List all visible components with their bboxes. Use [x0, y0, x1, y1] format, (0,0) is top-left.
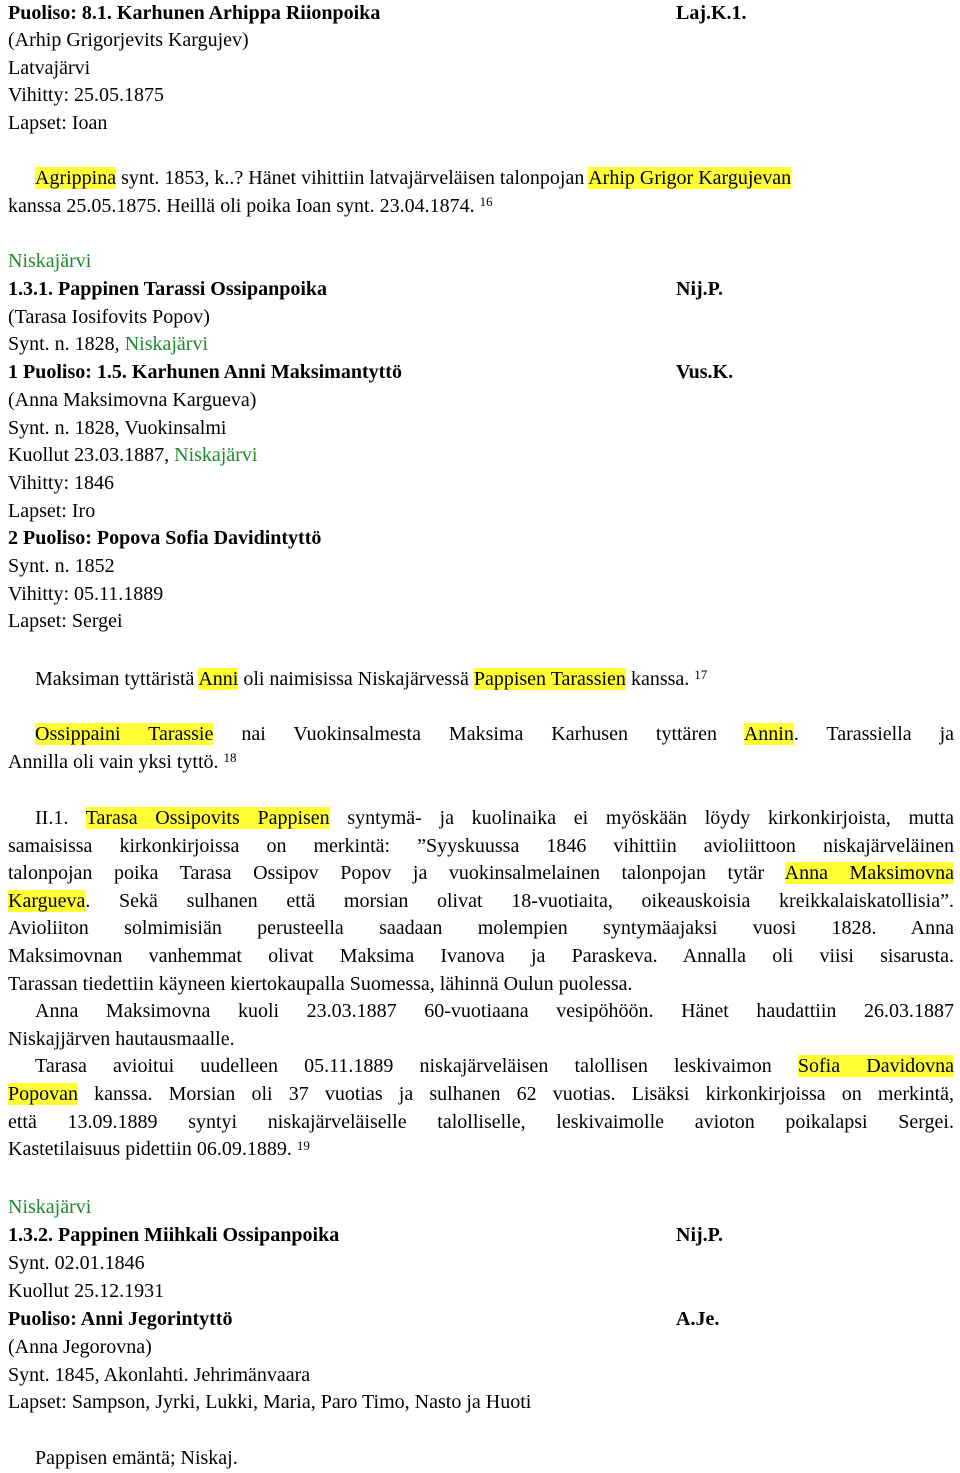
place-link: Niskajärvi — [124, 333, 208, 355]
line: Lapset: Sergei — [8, 610, 123, 632]
line: Kuollut 23.03.1887, Niskajärvi — [8, 444, 258, 466]
spouse-code: A.Je. — [676, 1308, 720, 1330]
spouse-code: Vus.K. — [676, 361, 734, 383]
spouse-title: 1 Puoliso: 1.5. Karhunen Anni Maksimantyttö — [8, 361, 402, 383]
highlight: Annin — [743, 723, 794, 745]
line: Lapset: Iro — [8, 500, 96, 522]
paragraph-line: Maksiman tyttäristä Anni oli naimisissa Niskajärvessä Pappisen Tarassien kanssa. $^{17}$ — [35, 667, 708, 690]
place-heading: Niskajärvi — [8, 250, 92, 272]
spouse2-title: 2 Puoliso: Popova Sofia Davidintyttö — [8, 527, 322, 549]
highlight: Anna Maksimovna — [784, 862, 954, 885]
highlight: Anni — [198, 668, 239, 690]
line: Synt. 1845, Akonlahti. Jehrimänvaara — [8, 1364, 311, 1386]
line: Synt. 02.01.1846 — [8, 1252, 145, 1274]
paragraph-line: Annilla oli vain yksi tyttö. $^{18}$ — [8, 750, 237, 773]
line: Vihitty: 1846 — [8, 472, 115, 494]
person-code: Nij.P. — [676, 278, 724, 300]
place-link: Niskajärvi — [174, 444, 258, 466]
line-married: Vihitty: 25.05.1875 — [8, 84, 165, 106]
line: Synt. n. 1852 — [8, 555, 115, 577]
spouse-title: Puoliso: Anni Jegorintyttö — [8, 1308, 233, 1330]
highlight: Tarasa Ossipovits Pappisen — [85, 807, 330, 829]
heading-code: Laj.K.1. — [676, 2, 747, 24]
highlight: Arhip Grigor Kargujevan — [588, 167, 792, 189]
place-heading: Niskajärvi — [8, 1196, 92, 1218]
footnote-ref: 19 — [296, 1138, 310, 1154]
person-title: 1.3.2. Pappinen Miihkali Ossipanpoika — [8, 1224, 340, 1246]
line: Vihitty: 05.11.1889 — [8, 583, 164, 605]
line: Synt. n. 1828, Niskajärvi — [8, 333, 208, 355]
line: (Anna Jegorovna) — [8, 1336, 152, 1358]
heading-spouse: Puoliso: 8.1. Karhunen Arhippa Riionpoika — [8, 2, 381, 24]
line: Lapset: Sampson, Jyrki, Lukki, Maria, Paro Timo, Nasto ja Huoti — [8, 1391, 532, 1413]
paragraph: Ossippaini Tarassie nai Vuokinsalmesta Maksima Karhusen tyttären Annin. Tarassiella ja — [35, 723, 955, 745]
line: (Tarasa Iosifovits Popov) — [8, 306, 210, 328]
highlight: Agrippina — [35, 167, 117, 189]
line: (Anna Maksimovna Kargueva) — [8, 389, 257, 411]
footnote-ref: 17 — [694, 667, 708, 682]
person-code: Nij.P. — [676, 1224, 724, 1246]
person-title: 1.3.1. Pappinen Tarassi Ossipanpoika — [8, 278, 328, 300]
highlight: Kargueva — [8, 889, 86, 912]
line-children: Lapset: Ioan — [8, 112, 108, 134]
line-place: Latvajärvi — [8, 57, 91, 79]
line: Synt. n. 1828, Vuokinsalmi — [8, 417, 227, 439]
paragraph: II.1. Tarasa Ossipovits Pappisen syntymä- ja kuolinaika ei myöskään löydy kirkonkirjoista, mutta samaisissa kirkonkirjoissa on merkintä: ”Syyskuussa 1846 vihittiin avioliittoon niskajärveläinen talonpojan poika Tarasa Ossipov Popov ja vuokinsalmelainen talonpojan tytär Anna Maksimovna Kargueva. Sekä sulhanen että morsian olivat 18-vuotiaita, oikeauskoisia kreikkalaiskatollisia”. Avioliiton solmimisiän perusteella saadaan molempien syntymäajaksi vuosi 1828. Anna Maksimovnan vanhemmat olivat Maksima Ivanova ja Paraskeva. Annalla oli viisi sisarusta. Tarassan tiedettiin käyneen kiertokaupalla Suomessa, lähinnä Oulun puolessa. Anna Maksimovna kuoli 23.03.1887 60-vuotiaana vesipöhöön. Hänet haudattiin 26.03.1887 Niskajjärven hautausmaalle. Tarasa avioitui uudelleen 05.11.1889 niskajärveläisen talollisen leskivaimon Sofia Davidovna Popovan kanssa. Morsian oli 37 vuotias ja sulhanen 62 vuotias. Lisäksi kirkonkirjoissa on merkintä, että 13.09.1889 syntyi niskajärveläiselle talolliselle, leskivaimolle avioton poikalapsi Sergei. Kastetilaisuus pidettiin 06.09.1889. $^{19}$ — [8, 807, 955, 1161]
footer-text: Pappisen emäntä; Niskaj. — [35, 1447, 238, 1469]
highlight: Popovan — [8, 1082, 78, 1105]
line: Kuollut 25.12.1931 — [8, 1280, 165, 1302]
footnote-ref: 16 — [479, 194, 493, 209]
line-russian-name: (Arhip Grigorjevits Kargujev) — [8, 29, 249, 51]
highlight: Sofia Davidovna — [797, 1055, 954, 1078]
paragraph-line: Agrippina synt. 1853, k..? Hänet vihittiin latvajärveläisen talonpojan Arhip Grigor Kargujevan — [35, 167, 792, 189]
highlight: Ossippaini Tarassie — [35, 723, 214, 745]
paragraph-line: kanssa 25.05.1875. Heillä oli poika Ioan synt. 23.04.1874. $^{16}$ — [8, 194, 493, 217]
highlight: Pappisen Tarassien — [473, 668, 626, 690]
footnote-ref: 18 — [223, 750, 237, 765]
